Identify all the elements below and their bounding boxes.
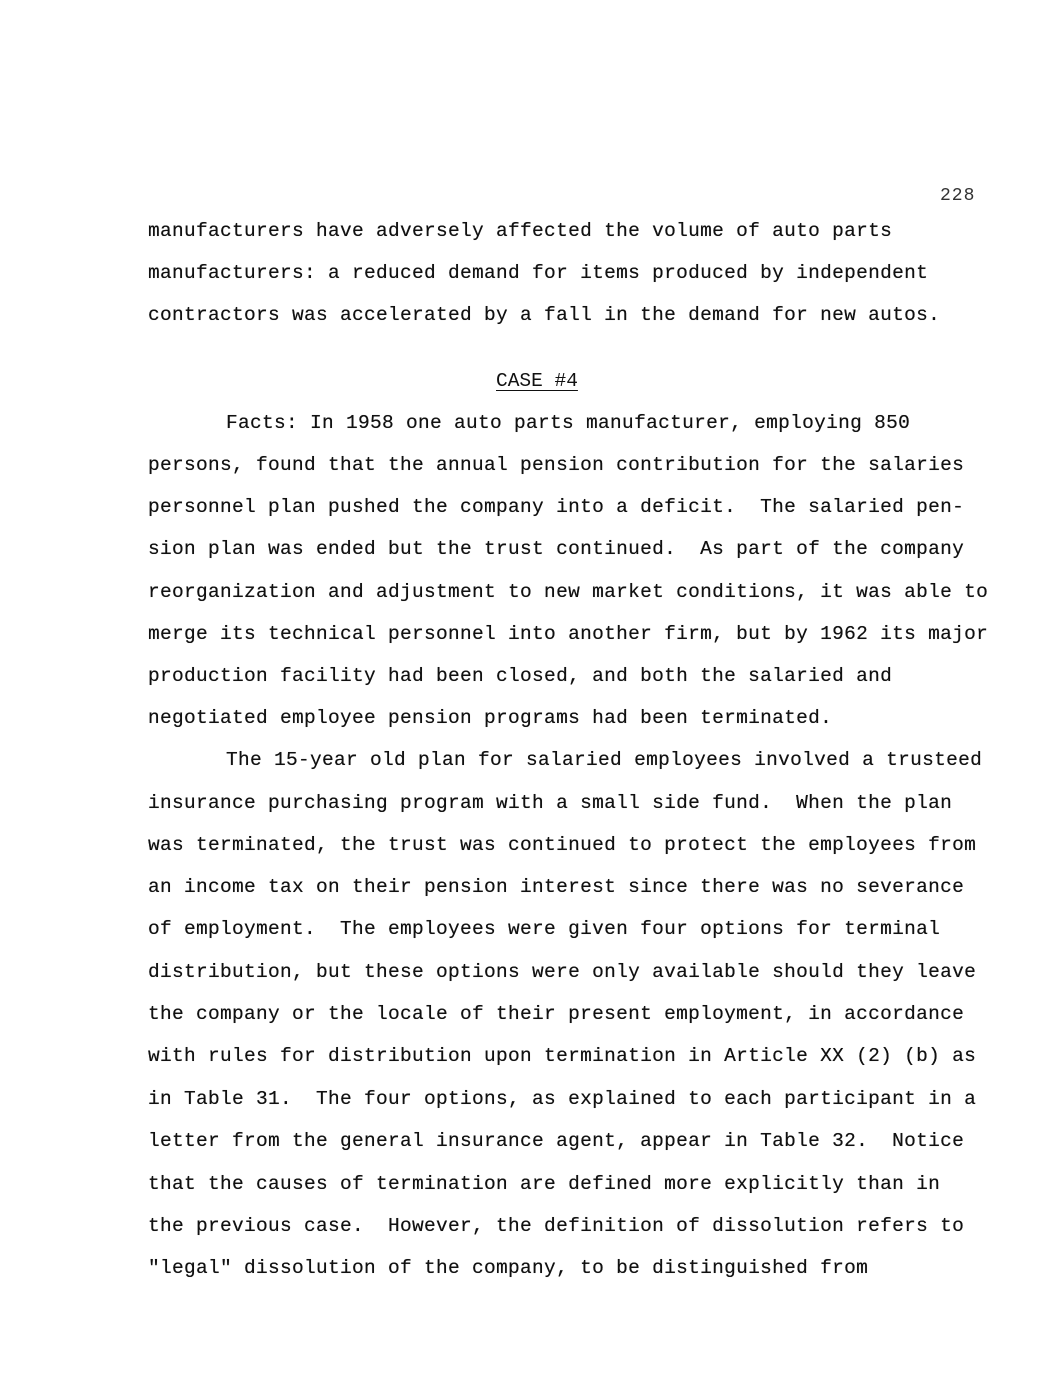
text-line: contractors was accelerated by a fall in the demand for new autos. bbox=[148, 304, 941, 326]
text-line: letter from the general insurance agent, appear in Table 32. Notice bbox=[148, 1130, 965, 1152]
text-line: with rules for distribution upon termination in Article XX (2) (b) as bbox=[148, 1045, 977, 1067]
text-line: sion plan was ended but the trust continued. As part of the company bbox=[148, 538, 965, 560]
text-line: insurance purchasing program with a small side fund. When the plan bbox=[148, 792, 953, 814]
page-number: 228 bbox=[940, 186, 976, 206]
text-line: distribution, but these options were only available should they leave bbox=[148, 961, 977, 983]
text-line: in Table 31. The four options, as explained to each participant in a bbox=[148, 1088, 977, 1110]
text-line: that the causes of termination are defined more explicitly than in bbox=[148, 1173, 941, 1195]
text-line: negotiated employee pension programs had been terminated. bbox=[148, 707, 833, 729]
text-line: manufacturers have adversely affected the volume of auto parts bbox=[148, 220, 893, 242]
text-line: The 15-year old plan for salaried employees involved a trusteed bbox=[226, 749, 983, 771]
text-line: merge its technical personnel into another firm, but by 1962 its major bbox=[148, 623, 989, 645]
text-line: the previous case. However, the definition of dissolution refers to bbox=[148, 1215, 965, 1237]
text-line: manufacturers: a reduced demand for items produced by independent bbox=[148, 262, 929, 284]
text-line: "legal" dissolution of the company, to be distinguished from bbox=[148, 1257, 869, 1279]
text-line: the company or the locale of their present employment, in accordance bbox=[148, 1003, 965, 1025]
text-line: production facility had been closed, and both the salaried and bbox=[148, 665, 893, 687]
text-line: reorganization and adjustment to new market conditions, it was able to bbox=[148, 581, 989, 603]
text-line: persons, found that the annual pension contribution for the salaries bbox=[148, 454, 965, 476]
case-heading: CASE #4 bbox=[496, 370, 578, 392]
text-line: Facts: In 1958 one auto parts manufacturer, employing 850 bbox=[226, 412, 911, 434]
text-line: personnel plan pushed the company into a deficit. The salaried pen- bbox=[148, 496, 965, 518]
text-line: of employment. The employees were given four options for terminal bbox=[148, 918, 941, 940]
text-line: an income tax on their pension interest since there was no severance bbox=[148, 876, 965, 898]
text-line: was terminated, the trust was continued to protect the employees from bbox=[148, 834, 977, 856]
